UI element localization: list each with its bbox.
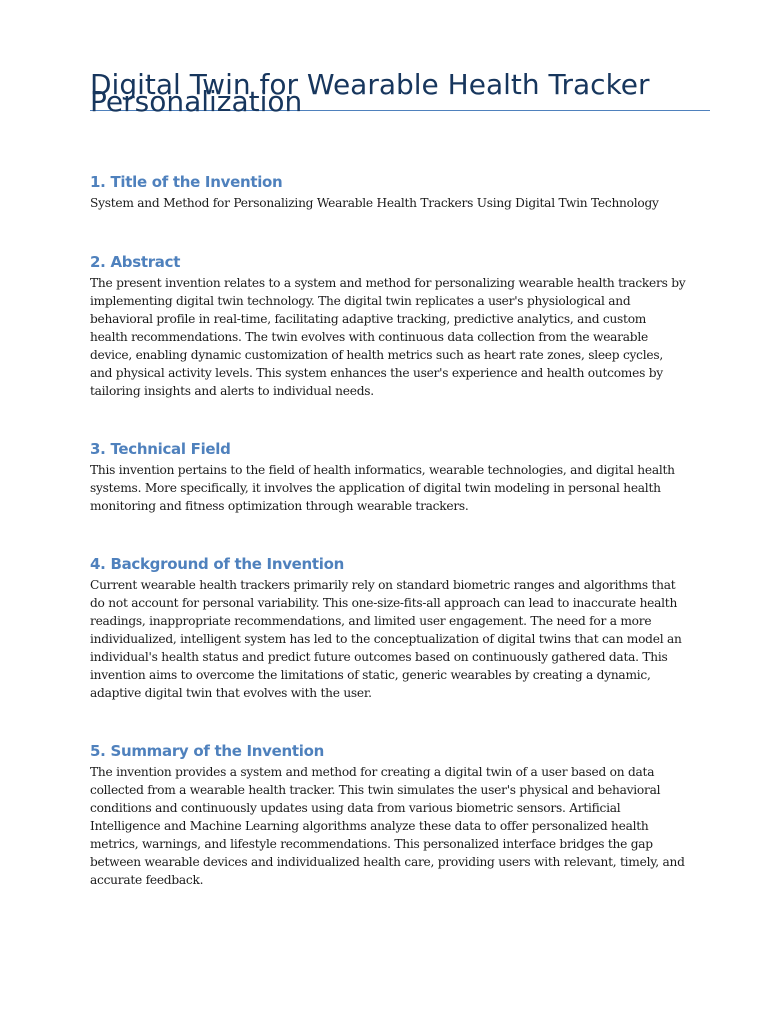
section-heading: 3. Technical Field [90, 440, 231, 458]
section-heading: 1. Title of the Invention [90, 173, 283, 191]
section-body: System and Method for Personalizing Wearable Health Trackers Using Digital Twin Technology [90, 196, 659, 210]
section-heading: 5. Summary of the Invention [90, 742, 325, 760]
section-heading: 4. Background of the Invention [90, 555, 345, 573]
section-summary [90, 741, 686, 889]
section-technical-field [90, 439, 686, 515]
section-abstract [90, 252, 686, 400]
section-body: The present invention relates to a system and method for personalizing wearable health trackers by implementing digital twin technology. The digital twin replicates a user's physiological and behavioral profile in real-time, facilitating adaptive tracking, predictive analytics, and custom health recommendations. The twin evolves with continuous data collection from the wearable device, enabling dynamic customization of health metrics such as heart rate zones, sleep cycles, and physical activity levels. This system enhances the user's experience and health outcomes by tailoring insights and alerts to individual needs. [90, 276, 686, 398]
section-background [90, 554, 686, 702]
section-title-of-invention [90, 172, 686, 212]
section-body: The invention provides a system and method for creating a digital twin of a user based on data collected from a wearable health tracker. This twin simulates the user's physical and behavioral conditions and continuously updates using data from various biometric sensors. Artificial Intelligence and Machine Learning algorithms analyze these data to offer personalized health metrics, warnings, and lifestyle recommendations. This personalized interface bridges the gap between wearable devices and individualized health care, providing users with relevant, timely, and accurate feedback. [90, 765, 685, 887]
section-body: Current wearable health trackers primarily rely on standard biometric ranges and algorithms that do not account for personal variability. This one-size-fits-all approach can lead to inaccurate health readings, inappropriate recommendations, and limited user engagement. The need for a more individualized, intelligent system has led to the conceptualization of digital twins that can model an individual's health status and predict future outcomes based on continuously gathered data. This invention aims to overcome the limitations of static, generic wearables by creating a dynamic, adaptive digital twin that evolves with the user. [90, 578, 682, 700]
section-body: This invention pertains to the field of health informatics, wearable technologies, and digital health systems. More specifically, it involves the application of digital twin modeling in personal health monitoring and fitness optimization through wearable trackers. [90, 463, 675, 513]
section-heading: 2. Abstract [90, 253, 181, 271]
document-title: Digital Twin for Wearable Health Tracker Personalization [90, 76, 710, 111]
